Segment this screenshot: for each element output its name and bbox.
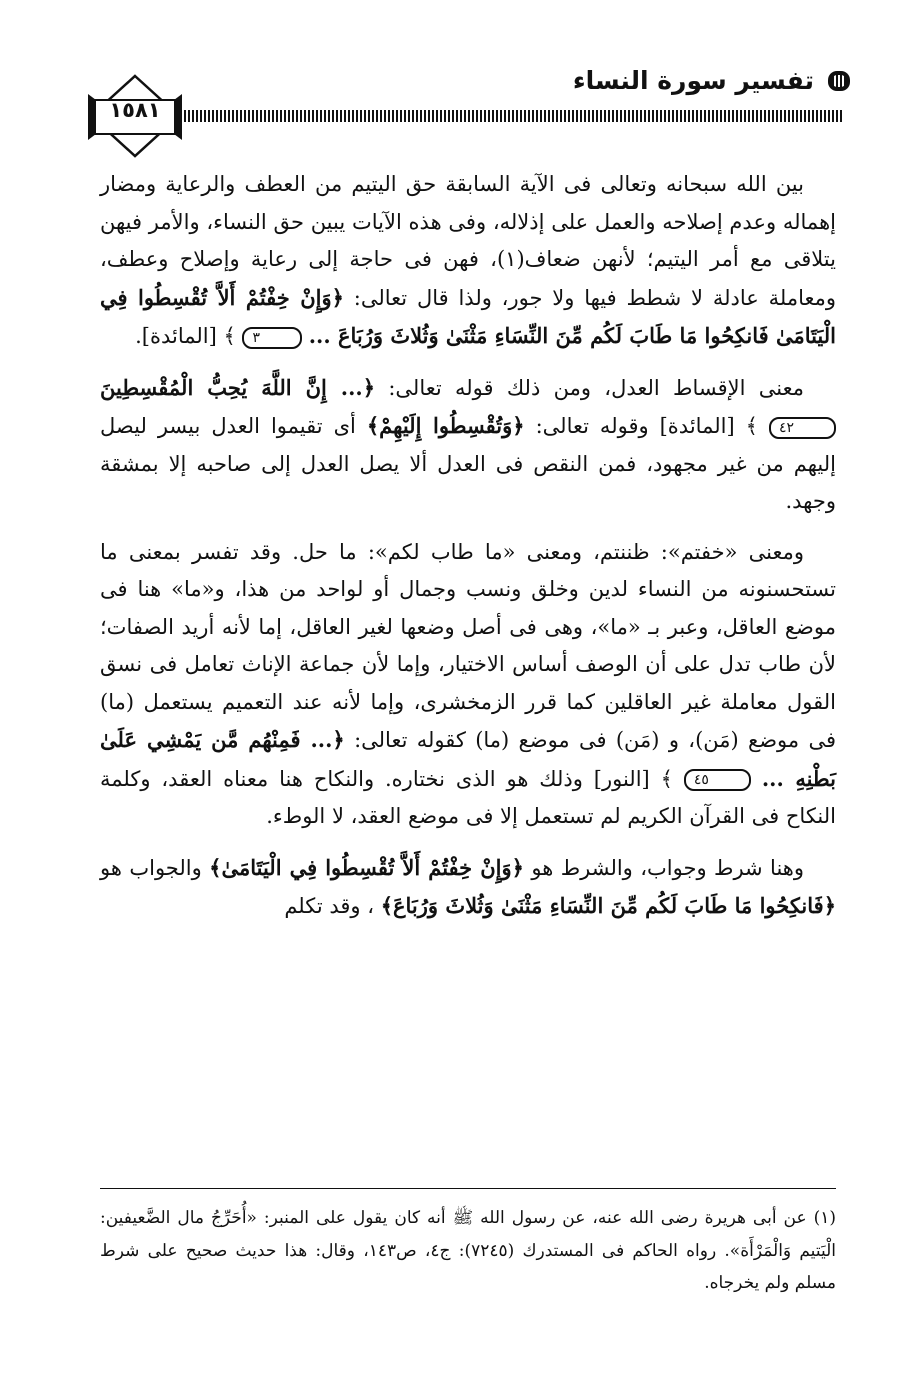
paragraph-4 (100, 849, 836, 926)
quran-verse: ﴿وَإِنْ خِفْتُمْ أَلاَّ تُقْسِطُوا فِي الْيَتَامَىٰ فَانكِحُوا مَا طَابَ لَكُم مِّنَ النِّسَاءِ مَثْنَىٰ وَثُلاثَ وَرُبَاعَ ... (100, 284, 836, 348)
surah-title: تفسير سورة النساء (572, 66, 814, 95)
paragraph-2 (100, 369, 836, 521)
paragraph-text: ﴾ [النور] وذلك هو الذى نختاره. والنكاح هنا معناه العقد، وكلمة النكاح فى القرآن الكريم لم تستعمل إلا فى موضع العقد، لا الوطء. (100, 766, 836, 828)
paragraph-text: ومعنى «خفتم»: ظننتم، ومعنى «ما طاب لكم»: ما حل. وقد تفسر بمعنى ما تستحسنونه من النساء لدين وخلق ونسب وجمال أو لواحد من هذا، و«ما» هنا فى موضع العاقل، وعبر بـ «ما»، وهى فى أصل وضعها لغير العاقل، إما لأنه أريد الصفات؛ لأن طاب تدل على أن الوصف أساس الاختيار، وإما لأن جماعة الإناث تعامل فى نسق القول معاملة غير العاقلين كما قرر الزمخشرى، وإما لأنه عند التعميم يستعمل (ما) فى موضع (مَن)، و (مَن) فى موضع (ما) كقوله تعالى: (100, 539, 836, 752)
paragraph-text: وهنا شرط وجواب، والشرط هو (531, 855, 804, 880)
ayah-number-marker: ٤٥ (684, 769, 751, 791)
footnote (100, 1202, 836, 1300)
page-number: ١٥٨١ (109, 98, 161, 122)
main-text (100, 166, 836, 926)
quran-verse: ﴿... إِنَّ اللَّهَ يُحِبُّ الْمُقْسِطِينَ (100, 374, 376, 400)
ayah-number-marker: ٣ (242, 327, 302, 349)
quran-verse: ﴿وَتُقْسِطُوا إِلَيْهِمْ﴾ (366, 413, 525, 438)
header-rule (168, 110, 843, 122)
paragraph-3 (100, 534, 836, 836)
paragraph-text: معنى الإقساط العدل، ومن ذلك قوله تعالى: (388, 375, 804, 400)
ayah-number-marker: ٤٢ (769, 417, 836, 439)
paragraph-1 (100, 166, 836, 356)
paragraph-text: بين الله سبحانه وتعالى فى الآية السابقة حق اليتيم من العطف والرعاية ومضار إهماله وعدم إصلاحه والعمل على إذلاله، وفى هذه الآيات يبين حق النساء، والأمر فيهن يتلاقى مع أمر اليتيم؛ لأنهن ضعاف(١)، فهن فى حاجة إلى رعاية وإصلاح وعطف، ومعاملة عادلة لا شطط فيها ولا جور، ولذا قال تعالى: (100, 172, 837, 310)
footnote-divider (100, 1188, 836, 1189)
verse-reference: ﴾ [المائدة] وقوله تعالى: (535, 414, 758, 438)
quran-verse: ﴿... فَمِنْهُم مَّن يَمْشِي عَلَىٰ بَطْنِهِ ... (100, 727, 836, 791)
running-header (573, 66, 850, 95)
paragraph-text: أى تقيموا العدل بيسر ليصل إليهم من غير مجهود، فمن النقص فى العدل ألا يصل العدل إلى صاحبه إلا بمشقة وجهد. (100, 414, 836, 513)
paragraph-text: ، وقد تكلم (284, 894, 375, 918)
quran-verse: ﴿وَإِنْ خِفْتُمْ أَلاَّ تُقْسِطُوا فِي الْيَتَامَىٰ﴾ (209, 854, 524, 880)
footnote-text: (١) عن أبى هريرة رضى الله عنه، عن رسول الله ﷺ أنه كان يقول على المنبر: «أُحَرِّجُ مال الضَّعيفين: الْيَتيم وَالْمَرْأَة». رواه الحاكم فى المستدرك (٧٢٤٥): ج٤، ص١٤٣، وقال: هذا حديث صحيح على شرط مسلم ولم يخرجاه. (100, 1208, 836, 1293)
verse-reference: ﴾ [المائدة]. (135, 324, 236, 348)
paragraph-text: والجواب هو (100, 855, 202, 880)
quran-verse: ﴿فَانكِحُوا مَا طَابَ لَكُم مِّنَ النِّسَاءِ مَثْنَىٰ وَثُلاثَ وَرُبَاعَ﴾ (380, 893, 836, 918)
header-ornament-icon (828, 71, 850, 91)
